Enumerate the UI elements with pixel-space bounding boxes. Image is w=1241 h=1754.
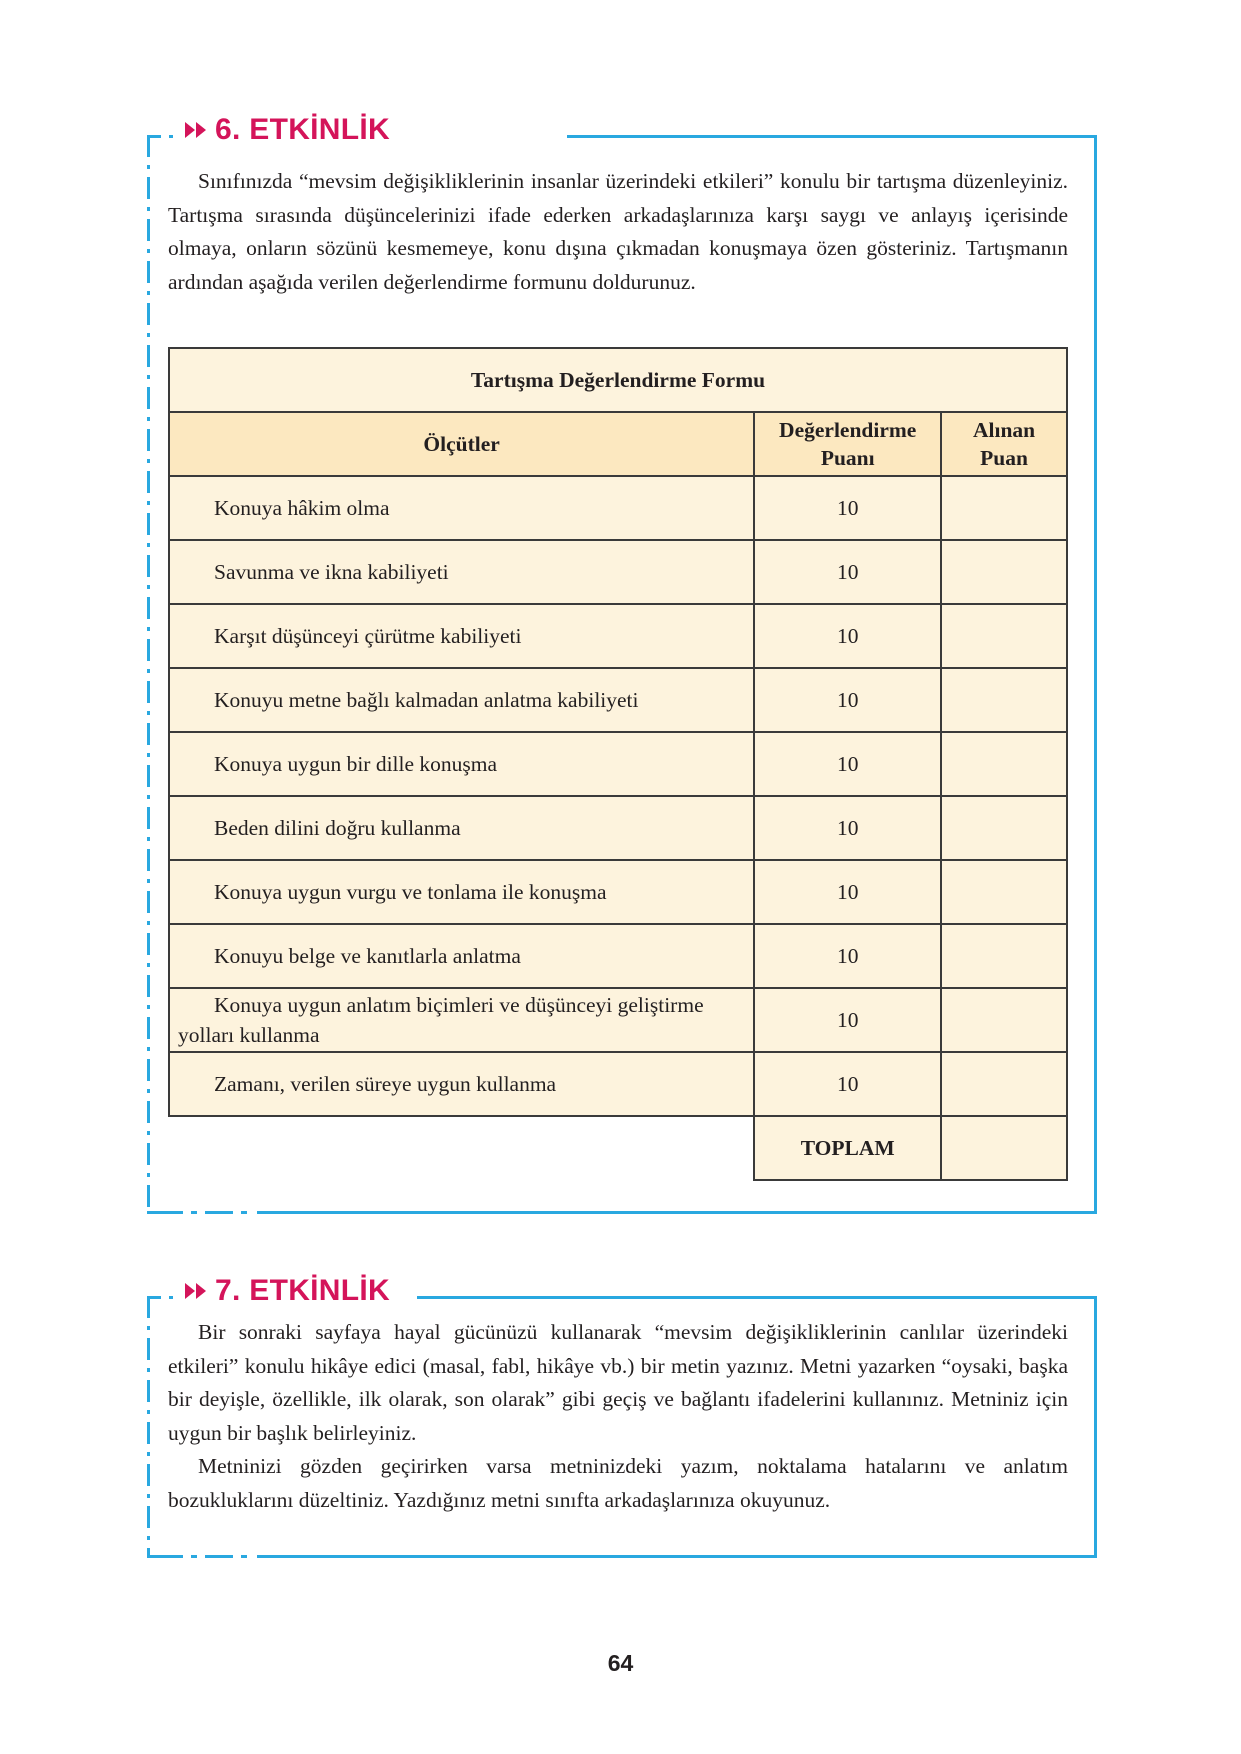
received-score-cell[interactable] [941, 604, 1067, 668]
total-label: TOPLAM [754, 1116, 941, 1180]
score-cell: 10 [754, 732, 941, 796]
table-row [169, 796, 1067, 860]
criterion-cell: Konuya hâkim olma [169, 476, 754, 540]
header-score: Değerlendirme Puanı [754, 412, 941, 476]
table-row [169, 668, 1067, 732]
activity-6-instructions: Sınıfınızda “mevsim değişikliklerinin insanlar üzerindeki etkileri” konulu bir tartışma düzenleyiniz. Tartışma sırasında düşüncelerinizi ifade ederken arkadaşlarınıza karşı saygı ve anlayış içerisinde olmaya, onların sözünü kesmemeye, konu dışına çıkmadan konuşmaya özen gösteriniz. Tartışmanın ardından aşağıda verilen değerlendirme formunu doldurunuz. [168, 169, 1068, 294]
score-cell: 10 [754, 604, 941, 668]
page-number: 64 [607, 1650, 634, 1676]
header-received: Alınan Puan [941, 412, 1067, 476]
received-score-cell[interactable] [941, 1052, 1067, 1116]
criterion-cell: Konuya uygun vurgu ve tonlama ile konuşma [169, 860, 754, 924]
criterion-cell: Karşıt düşünceyi çürütme kabiliyeti [169, 604, 754, 668]
activity-7-heading [185, 1274, 400, 1308]
evaluation-form-table [168, 347, 1068, 1181]
table-row [169, 988, 1067, 1052]
criterion-cell: Konuyu belge ve kanıtlarla anlatma [169, 924, 754, 988]
received-score-cell[interactable] [941, 924, 1067, 988]
double-arrow-icon [185, 1283, 207, 1299]
score-cell: 10 [754, 668, 941, 732]
received-score-cell[interactable] [941, 540, 1067, 604]
score-cell: 10 [754, 796, 941, 860]
received-score-cell[interactable] [941, 860, 1067, 924]
criterion-cell: Zamanı, verilen süreye uygun kullanma [169, 1052, 754, 1116]
score-cell: 10 [754, 1052, 941, 1116]
score-cell: 10 [754, 540, 941, 604]
double-arrow-icon [185, 122, 207, 138]
activity-6-title: 6. ETKİNLİK [215, 113, 390, 146]
activity-7-instructions: Bir sonraki sayfaya hayal gücünüzü kullanarak “mevsim değişikliklerinin canlılar üzerindeki etkileri” konulu hikâye edici (masal, fabl, hikâye vb.) bir metin yazınız. Metni yazarken “oysaki, başka bir deyişle, özellikle, ilk olarak, son olarak” gibi geçiş ve bağlantı ifadelerini kullanınız. Metniniz için uygun bir başlık belirleyiniz. Metninizi gözden geçirirken varsa metninizdeki yazım, noktalama hatalarını ve anlatım bozukluklarını düzeltiniz. Yazdığınız metni sınıfta arkadaşlarınıza okuyunuz. [168, 1320, 1068, 1512]
score-cell: 10 [754, 860, 941, 924]
activity-6-box [147, 113, 1097, 1214]
table-row [169, 860, 1067, 924]
table-row [169, 732, 1067, 796]
criterion-cell: Konuya uygun bir dille konuşma [169, 732, 754, 796]
score-cell: 10 [754, 988, 941, 1052]
table-row [169, 604, 1067, 668]
table-row [169, 1052, 1067, 1116]
form-title: Tartışma Değerlendirme Formu [169, 348, 1067, 412]
criterion-cell: Konuya uygun anlatım biçimleri ve düşünceyi geliştirme yolları kullanma [169, 988, 754, 1052]
criterion-cell: Konuyu metne bağlı kalmadan anlatma kabiliyeti [169, 668, 754, 732]
received-score-cell[interactable] [941, 732, 1067, 796]
received-score-cell[interactable] [941, 668, 1067, 732]
activity-6-heading [185, 113, 400, 147]
activity-7-box [147, 1274, 1097, 1558]
score-cell: 10 [754, 476, 941, 540]
header-criteria: Ölçütler [169, 412, 754, 476]
score-cell: 10 [754, 924, 941, 988]
criterion-cell: Beden dilini doğru kullanma [169, 796, 754, 860]
received-score-cell[interactable] [941, 796, 1067, 860]
received-score-cell[interactable] [941, 476, 1067, 540]
total-received-cell[interactable] [941, 1116, 1067, 1180]
criterion-cell: Savunma ve ikna kabiliyeti [169, 540, 754, 604]
table-row [169, 924, 1067, 988]
activity-7-title: 7. ETKİNLİK [215, 1274, 390, 1307]
table-row [169, 476, 1067, 540]
table-row [169, 540, 1067, 604]
received-score-cell[interactable] [941, 988, 1067, 1052]
